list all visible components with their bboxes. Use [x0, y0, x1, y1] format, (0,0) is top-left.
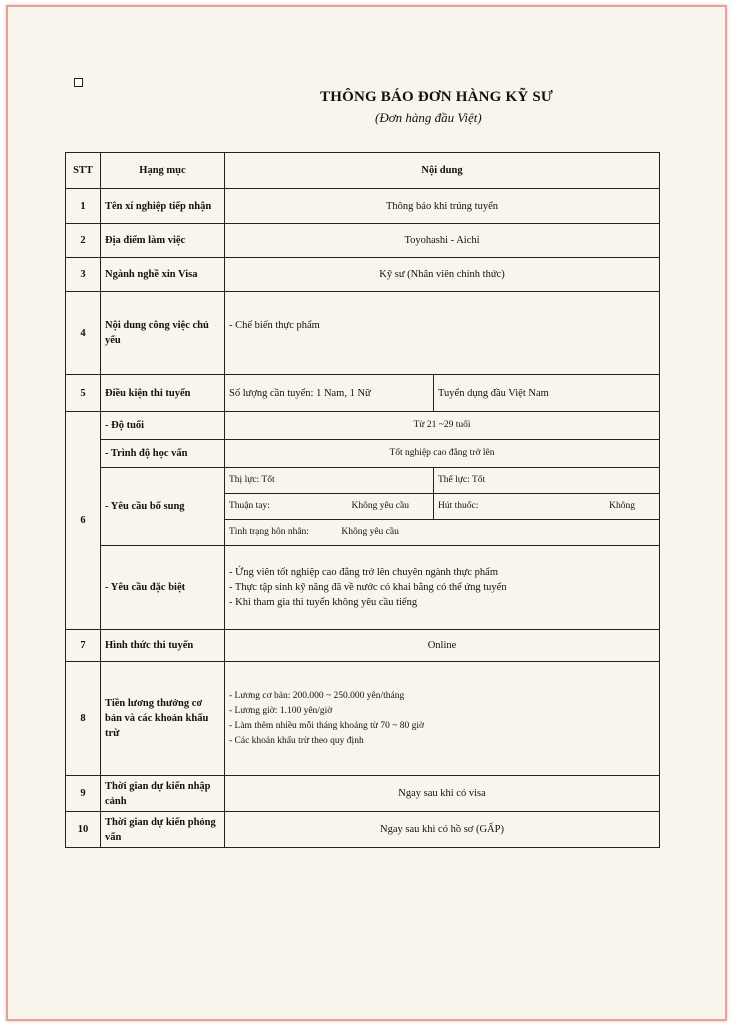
header-stt: STT [66, 153, 101, 189]
order-table [65, 152, 660, 848]
table-row [66, 440, 660, 468]
row-stt: 5 [66, 375, 101, 412]
header-content: Nội dung [225, 153, 660, 189]
row-item: Nội dung công việc chủ yếu [101, 292, 225, 375]
list-item: - Thực tập sinh kỹ năng đã về nước có khai bằng có thể ứng tuyển [229, 582, 507, 593]
row-item: Thời gian dự kiến nhập cảnh [101, 776, 225, 812]
row-content: Kỹ sư (Nhân viên chính thức) [225, 258, 660, 292]
marital-cell [225, 520, 660, 546]
extra-requirements-label: - Yêu cầu bổ sung [101, 468, 225, 546]
row-content: Thông báo khi trúng tuyển [225, 189, 660, 224]
list-item: - Lương cơ bản: 200.000 ~ 250.000 yên/tháng [229, 690, 405, 701]
row-item: Điều kiện thi tuyển [101, 375, 225, 412]
list-item: - Các khoản khấu trừ theo quy định [229, 735, 364, 746]
header-item: Hạng mục [101, 153, 225, 189]
handedness-cell [225, 494, 434, 520]
table-row [66, 375, 660, 412]
row-item: Tiền lương thưởng cơ bản và các khoản khấu trừ [101, 662, 225, 776]
salary-list [225, 662, 660, 776]
row-content: Online [225, 630, 660, 662]
smoking-value: Không [609, 501, 635, 511]
row-stt: 9 [66, 776, 101, 812]
table-header-row [66, 153, 660, 189]
handedness-label: Thuận tay: [229, 501, 270, 511]
table-row [66, 812, 660, 848]
education-value: Tốt nghiệp cao đẳng trở lên [225, 440, 660, 468]
marital-value: Không yêu cầu [341, 527, 399, 537]
eyesight: Thị lực: Tốt [225, 468, 434, 494]
special-requirements-label: - Yêu cầu đặc biệt [101, 546, 225, 630]
row-content: Toyohashi - Aichi [225, 224, 660, 258]
age-value: Từ 21 ~29 tuổi [225, 412, 660, 440]
table-row [66, 258, 660, 292]
table-row [66, 189, 660, 224]
row-item: Ngành nghề xin Visa [101, 258, 225, 292]
row-stt: 3 [66, 258, 101, 292]
table-row [66, 662, 660, 776]
row-content: - Chế biến thực phẩm [225, 292, 660, 375]
handedness-value: Không yêu cầu [351, 501, 409, 511]
table-row [66, 630, 660, 662]
row-item: Hình thức thi tuyển [101, 630, 225, 662]
row-item: Địa điểm làm việc [101, 224, 225, 258]
education-label: - Trình độ học vấn [101, 440, 225, 468]
special-requirements-list [225, 546, 660, 630]
row-content: Ngay sau khi có hồ sơ (GẤP) [225, 812, 660, 848]
document-subtitle: (Đơn hàng đầu Việt) [375, 110, 482, 125]
list-item: - Ứng viên tốt nghiệp cao đẳng trở lên chuyên ngành thực phẩm [229, 567, 498, 578]
age-label: - Độ tuổi [101, 412, 225, 440]
row-item: Thời gian dự kiến phỏng vấn [101, 812, 225, 848]
table-row [66, 412, 660, 440]
list-item: - Lương giờ: 1.100 yên/giờ [229, 705, 333, 716]
recruit-type: Tuyển dụng đầu Việt Nam [434, 375, 660, 412]
row-item: Tên xí nghiệp tiếp nhận [101, 189, 225, 224]
checkbox-icon [74, 78, 83, 87]
table-row [66, 468, 660, 494]
table-row [66, 292, 660, 375]
row-stt: 4 [66, 292, 101, 375]
smoking-cell [434, 494, 660, 520]
marital-label: Tình trạng hôn nhân: [229, 527, 309, 537]
list-item: - Khi tham gia thi tuyển không yêu cầu tiếng [229, 597, 418, 608]
row-stt: 1 [66, 189, 101, 224]
table-row [66, 546, 660, 630]
document-title: THÔNG BÁO ĐƠN HÀNG KỸ SƯ [320, 89, 554, 105]
smoking-label: Hút thuốc: [438, 501, 479, 511]
recruit-quantity: Số lượng cần tuyển: 1 Nam, 1 Nữ [225, 375, 434, 412]
table-row [66, 224, 660, 258]
physical-strength: Thể lực: Tốt [434, 468, 660, 494]
list-item: - Làm thêm nhiều mỗi tháng khoảng từ 70 ~ 80 giờ [229, 720, 424, 731]
row-stt: 8 [66, 662, 101, 776]
table-row [66, 776, 660, 812]
row-stt: 7 [66, 630, 101, 662]
row-stt: 6 [66, 412, 101, 630]
row-content: Ngay sau khi có visa [225, 776, 660, 812]
row-stt: 2 [66, 224, 101, 258]
row-stt: 10 [66, 812, 101, 848]
